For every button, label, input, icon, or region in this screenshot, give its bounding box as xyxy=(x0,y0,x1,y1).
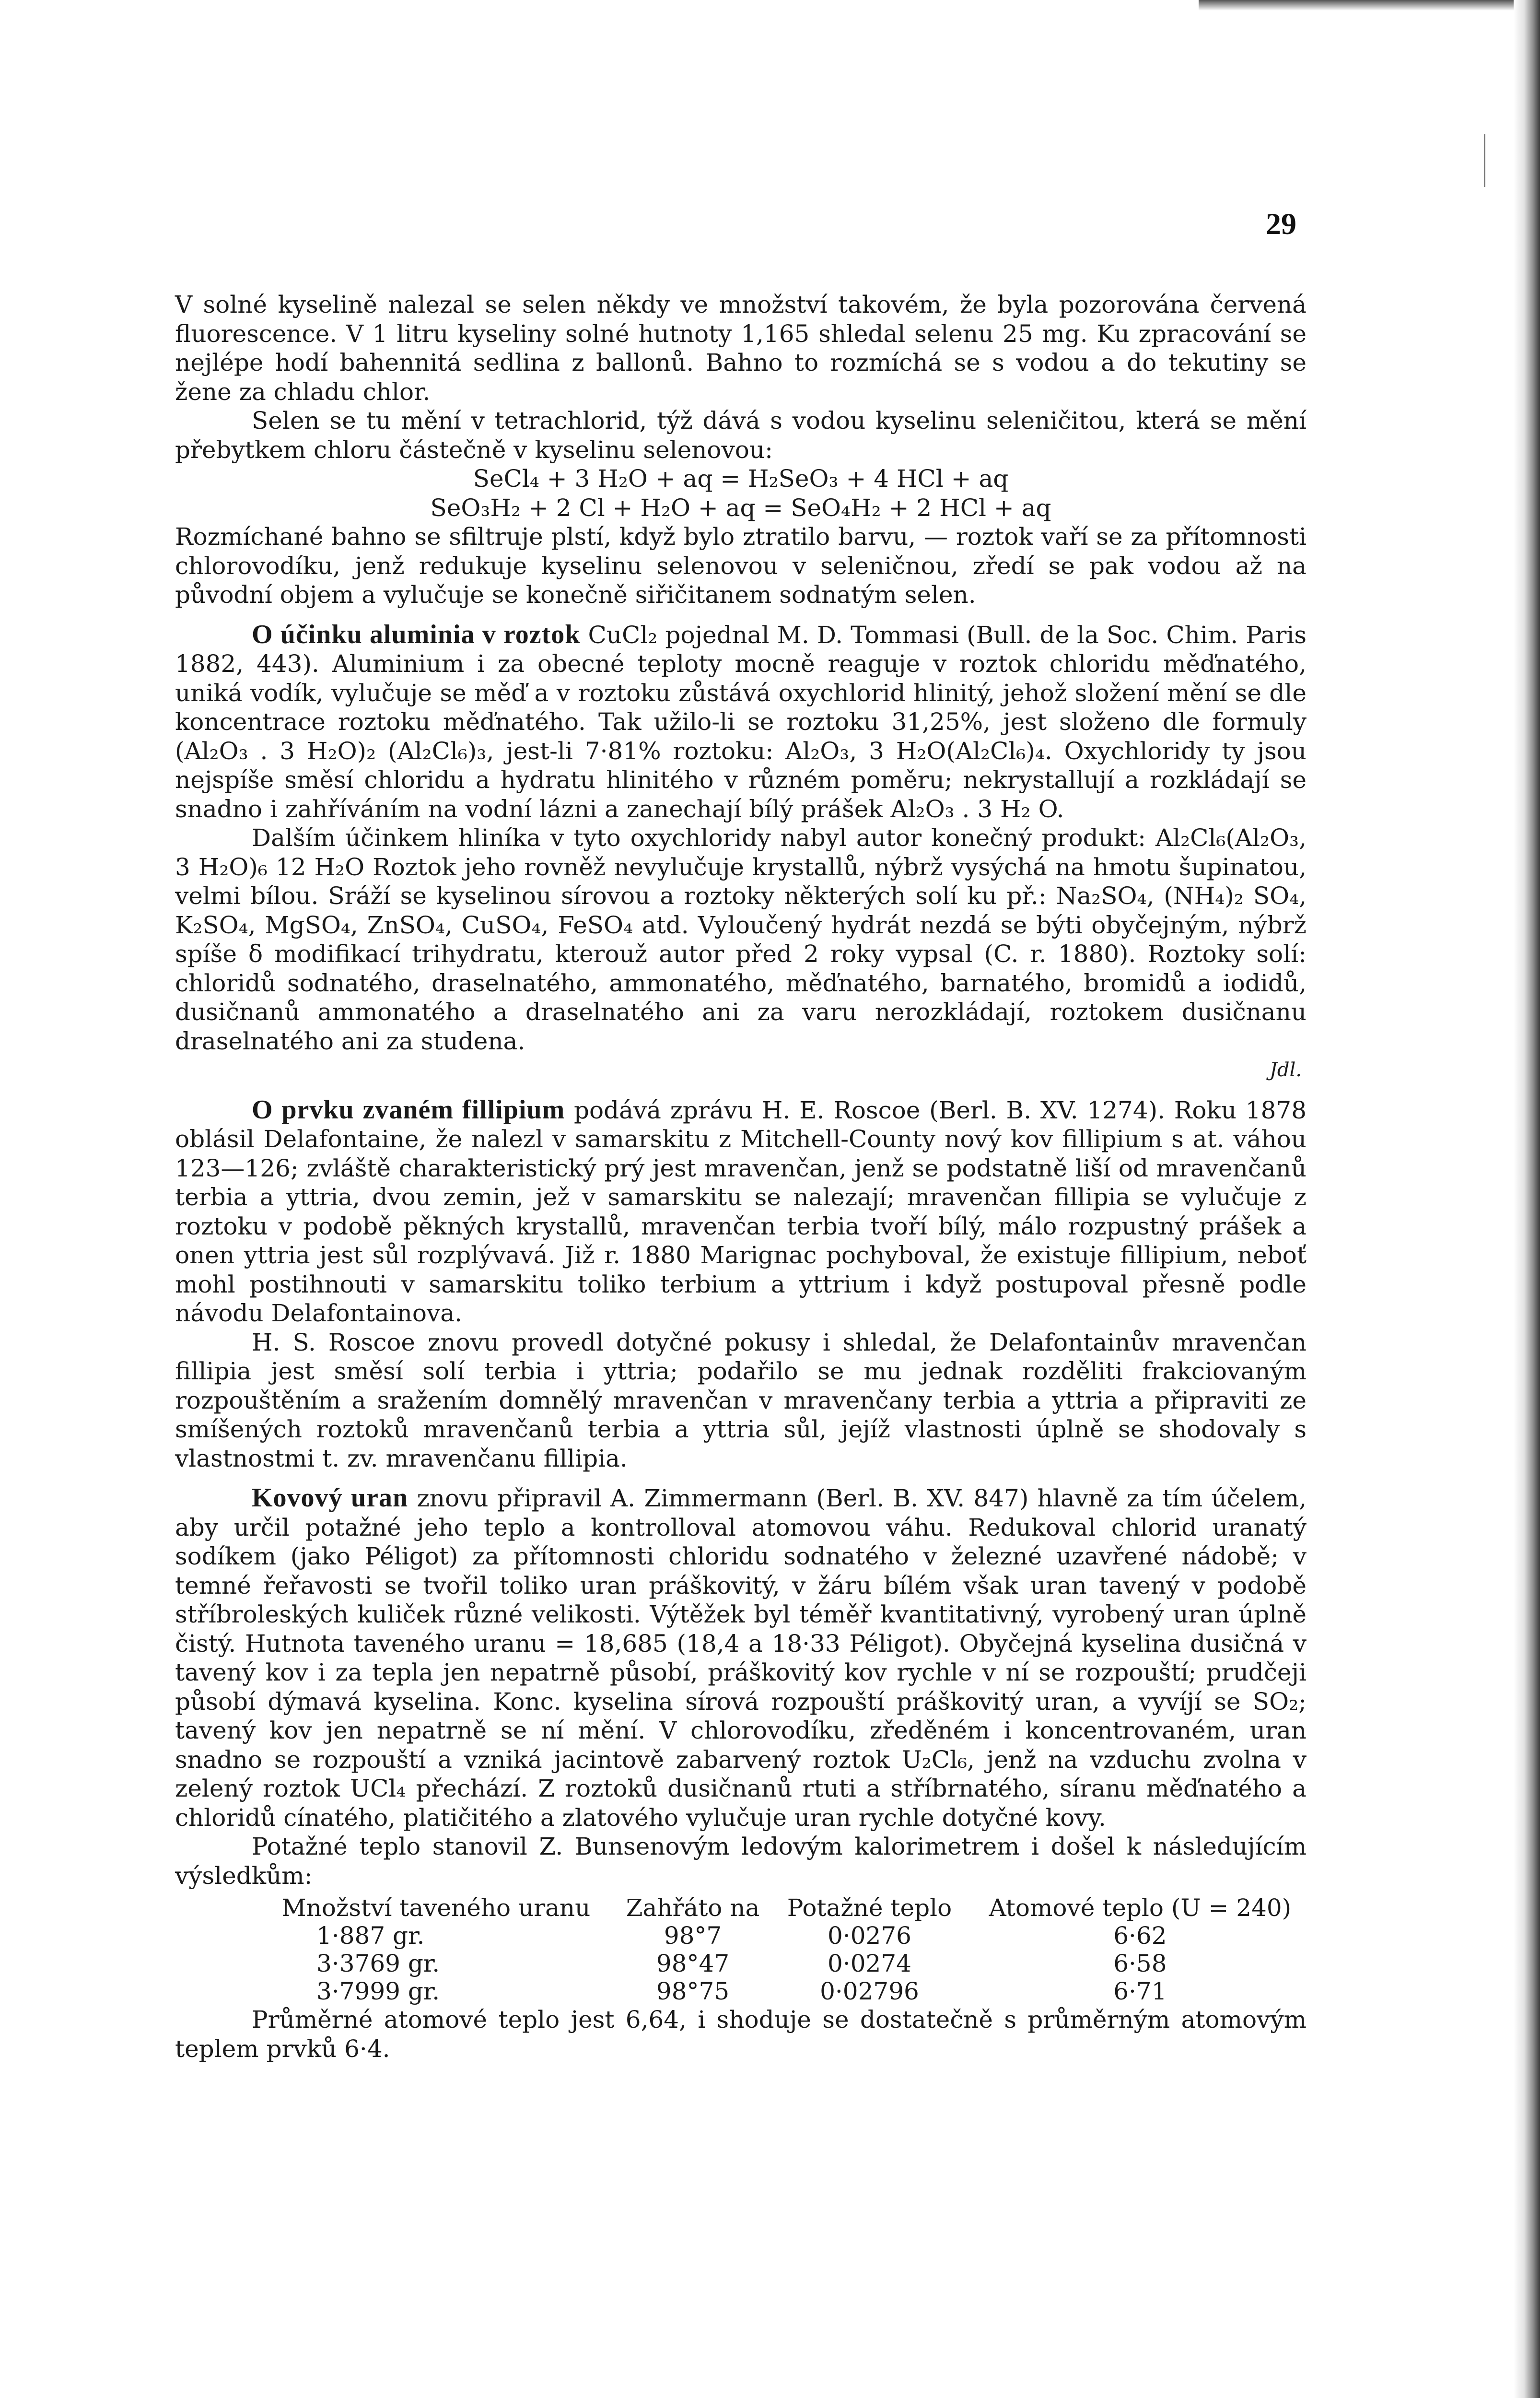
table-cell: 98°7 xyxy=(664,1922,722,1950)
section-fillipium-heading: O prvku zvaném fillipium xyxy=(252,1094,565,1125)
paragraph-filtration: Rozmíchané bahno se sfiltruje plstí, když bylo ztratilo barvu, — roztok vaří se za přítomnosti chlorovodíku, jenž redukuje kyselinu selenovou v seleničnou, zředí se pak vodou až na původní objem a vylučuje se konečně siřičitanem sodnatým selen. xyxy=(175,523,1307,609)
table-header-mass: Množství taveného uranu xyxy=(281,1894,591,1922)
paragraph-specific-heat: Potažné teplo stanovil Z. Bunsenovým ledovým kalorimetrem i došel k následujícím výsledkům: xyxy=(175,1833,1307,1890)
scan-mark xyxy=(1484,134,1485,187)
paragraph-average-atomic-heat: Průměrné atomové teplo jest 6,64, i shoduje se dostatečně s průměrným atomovým teplem prvků 6·4. xyxy=(175,2006,1307,2063)
table-cell: 3·3769 gr. xyxy=(316,1950,440,1977)
separator xyxy=(175,1085,1307,1095)
page-body xyxy=(175,290,1307,2063)
equation-2: SeO₃H₂ + 2 Cl + H₂O + aq = SeO₄H₂ + 2 HCl + aq xyxy=(430,494,1051,522)
paragraph-selenium-fluorescence: V solné kyselině nalezal se selen někdy ve množství takovém, že byla pozorována červená fluorescence. V 1 litru kyseliny solné hutnoty 1,165 shledal selenu 25 mg. Ku zpracování se nejlépe hodí bahennitá sedlina z ballonů. Bahno to rozmíchá se s vodou a do tekutiny se žene za chladu chlor. xyxy=(175,291,1307,406)
section-aluminium-heading: O účinku aluminia v roztok xyxy=(252,619,581,649)
table-cell: 0·02796 xyxy=(820,1977,919,2005)
section-fillipium-text: podává zprávu H. E. Roscoe (Berl. B. XV. 1274). Roku 1878 oblásil Delafontaine, že nalezl v samarskitu z Mitchell-County nový kov fillipium s at. váhou 123—126; zvláště charakteristický prý jest mravenčan, jenž se podstatně liší od mravenčanů terbia a yttria, dvou zemin, jež v samarskitu se nalezají; mravenčan fillipia se vylučuje z roztoku v podobě pěkných krystallů, mravenčan terbia tvoří bílý, málo rozpustný prášek a onen yttria jest sůl rozplývavá. Již r. 1880 Marignac pochyboval, že existuje fillipium, neboť mohl postihnouti v samarskitu toliko terbium a yttrium i když postupoval přesně podle návodu Delafontainova. xyxy=(175,1096,1307,1327)
equation-1: SeCl₄ + 3 H₂O + aq = H₂SeO₃ + 4 HCl + aq xyxy=(473,465,1009,493)
scan-edge-top xyxy=(1199,0,1540,11)
table-cell: 6·58 xyxy=(1113,1950,1167,1977)
section-uranium-text: znovu připravil A. Zimmermann (Berl. B. XV. 847) hlavně za tím účelem, aby určil potažné jeho teplo a kontrolloval atomovou váhu. Redukoval chlorid uranatý sodíkem (jako Péligot) za přítomnosti chloridu sodnatého v železné uzavřené nádobě; v temné řeřavosti se tvořil toliko uran práškovitý, v žáru bílém však uran tavený v podobě stříbroleských kuliček různé velikosti. Výtěžek byl téměř kvantitativný, vyrobený uran úplně čistý. Hutnota taveného uranu = 18,685 (18,4 a 18·33 Péligot). Obyčejná kyselina dusičná v tavený kov i za tepla jen nepatrně působí, práškovitý kov rychle v ní se rozpouští; prudčeji působí dýmavá kyselina. Konc. kyselina sírová rozpouští práškovitý uran, a vyvíjí se SO₂; tavený kov jen nepatrně se ní mění. V chlorovodíku, zředěném i koncentrovaném, uran snadno se rozpouští a vzniká jacintově zabarvený roztok U₂Cl₆, jenž na vzduchu zvolna v zelený roztok UCl₄ přechází. Z roztoků dusičnanů rtuti a stříbrnatého, síranu měďnatého a chloridů cínatého, platičitého a zlatového vylučuje uran rychle dotyčné kovy. xyxy=(175,1484,1307,1832)
table-cell: 6·62 xyxy=(1113,1922,1167,1950)
section-aluminium-text: CuCl₂ pojednal M. D. Tommasi (Bull. de la Soc. Chim. Paris 1882, 443). Aluminium i za obecné teploty mocně reaguje v roztok chloridu měďnatého, uniká vodík, vylučuje se měď a v roztoku zůstává oxychlorid hlinitý, jehož složení mění se dle koncentrace roztoku měďnatého. Tak užilo-li se roztoku 31,25%, jest složeno dle formuly (Al₂O₃ . 3 H₂O)₂ (Al₂Cl₆)₃, jest-li 7·81% roztoku: Al₂O₃, 3 H₂O(Al₂Cl₆)₄. Oxychloridy ty jsou nejspíše směsí chloridu a hydratu hlinitého v různém poměru; nekrystallují a rozkládají se snadno i zahříváním na vodní lázni a zanechají bílý prášek Al₂O₃ . 3 H₂ O. xyxy=(175,621,1307,823)
table-header-atomic-heat: Atomové teplo (U = 240) xyxy=(989,1894,1292,1922)
table-header-specific-heat: Potažné teplo xyxy=(787,1894,952,1922)
table-cell: 98°47 xyxy=(656,1950,730,1977)
table-row xyxy=(259,1977,1314,2005)
paragraph-selenium-tetrachloride: Selen se tu mění v tetrachlorid, týž dává s vodou kyselinu seleničitou, která se mění přebytkem chloru částečně v kyselinu selenovou: xyxy=(175,407,1307,464)
section-uranium xyxy=(175,1483,1307,1832)
section-fillipium xyxy=(175,1095,1307,1328)
author-signature: Jdl. xyxy=(1269,1059,1302,1081)
table-cell: 1·887 gr. xyxy=(316,1922,425,1950)
table-header-row xyxy=(259,1894,1314,1922)
separator xyxy=(175,1473,1307,1483)
table-cell: 98°75 xyxy=(656,1977,730,2005)
table-row xyxy=(259,1950,1314,1977)
table-cell: 0·0276 xyxy=(828,1922,911,1950)
section-uranium-heading: Kovový uran xyxy=(252,1483,408,1513)
table-row xyxy=(259,1922,1314,1950)
table-header-heated: Zahřáto na xyxy=(626,1894,760,1922)
separator xyxy=(175,610,1307,620)
paragraph-roscoe: H. S. Roscoe znovu provedl dotyčné pokusy i shledal, že Delafontainův mravenčan fillipia jest směsí solí terbia i yttria; podařilo se mu jednak rozděliti frakciovaným rozpouštěním a sražením domnělý mravenčan v mravenčany terbia a yttria a připraviti ze smíšených roztoků mravenčanů terbia a yttria sůl, jejíž vlastnosti úplně se shodovaly s vlastnostmi t. zv. mravenčanu fillipia. xyxy=(175,1328,1307,1472)
paragraph-aluminium-product: Dalším účinkem hliníka v tyto oxychloridy nabyl autor konečný produkt: Al₂Cl₆(Al₂O₃, 3 H₂O)₆ 12 H₂O Roztok jeho rovněž nevylučuje krystallů, nýbrž vysýchá na hmotu šupinatou, velmi bílou. Sráží se kyselinou sírovou a roztoky některých solí ku př.: Na₂SO₄, (NH₄)₂ SO₄, K₂SO₄, MgSO₄, ZnSO₄, CuSO₄, FeSO₄ atd. Vyloučený hydrát nezdá se býti obyčejným, nýbrž spíše δ modifikací trihydratu, kterouž autor před 2 roky vypsal (C. r. 1880). Roztoky solí: chloridů sodnatého, draselnatého, ammonatého, měďnatého, barnatého, bromidů a iodidů, dusičnanů ammonatého a draselnatého ani za varu nerozkládají, roztokem dusičnanu draselnatého ani za studena. xyxy=(175,824,1307,1055)
section-aluminium xyxy=(175,620,1307,824)
scan-edge-right xyxy=(1514,0,1540,2398)
table-cell: 3·7999 gr. xyxy=(316,1977,440,2005)
results-table xyxy=(259,1894,1314,2005)
table-cell: 0·0274 xyxy=(828,1950,911,1977)
page-number: 29 xyxy=(1266,207,1296,241)
table-cell: 6·71 xyxy=(1113,1977,1167,2005)
